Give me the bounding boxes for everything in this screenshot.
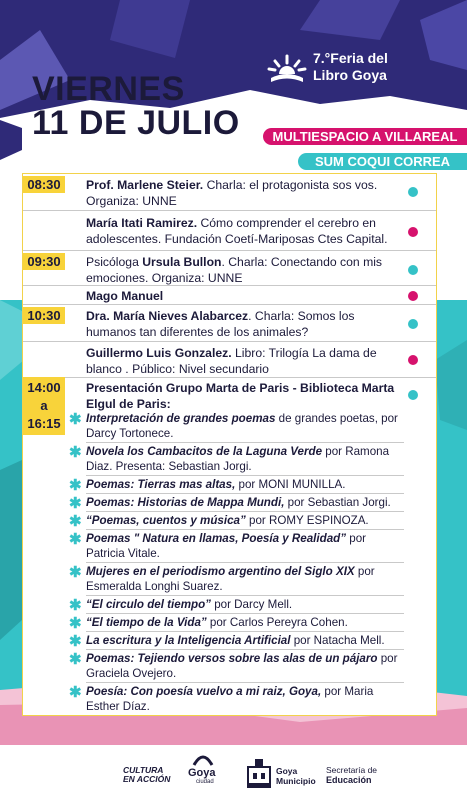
logo-line-1: 7.°Feria del	[313, 50, 388, 66]
secretaria-logo	[326, 765, 377, 785]
secretaria-line-2: Educación	[326, 775, 372, 785]
day-label: VIERNES	[32, 70, 185, 108]
pink-venue-dot	[408, 355, 418, 365]
event-description	[86, 254, 404, 286]
goya-ciudad-logo	[188, 765, 216, 785]
work-title: “Poemas, cuentos y música”	[86, 514, 246, 527]
list-item	[69, 633, 404, 650]
work-author: por Ramona Diaz. Presenta: Sebastian Jorgi.	[86, 445, 390, 473]
schedule-row	[23, 304, 436, 342]
pink-venue-dot	[408, 291, 418, 301]
asterisk-icon: ✱	[69, 495, 82, 512]
asterisk-icon: ✱	[69, 633, 82, 650]
time-range-slot	[23, 377, 65, 435]
asterisk-icon: ✱	[69, 411, 82, 428]
logo-line-2: Libro Goya	[313, 67, 387, 83]
venue-badge-coqui: SUM COQUI CORREA	[298, 153, 467, 170]
work-author: por Maria Esther Díaz.	[86, 685, 374, 713]
work-author: por Darcy Mell.	[210, 598, 293, 611]
goya-word: Goya	[188, 767, 216, 779]
work-author: por MONI MUNILLA.	[235, 478, 346, 491]
work-title: Poesía: Con poesía vuelvo a mi raiz, Goya,	[86, 685, 322, 698]
asterisk-icon: ✱	[69, 684, 82, 701]
work-title: “El tiempo de la Vida”	[86, 616, 207, 629]
list-item	[69, 684, 404, 715]
work-title: Poemas " Natura en llamas, Poesía y Realidad”	[86, 532, 347, 545]
teal-venue-dot	[408, 187, 418, 197]
time-start: 14:00	[27, 380, 61, 395]
speaker-name: Guillermo Luis Gonzalez.	[86, 346, 232, 360]
asterisk-icon: ✱	[69, 597, 82, 614]
event-text: . Charla: Conectando con mis emociones. Organiza: UNNE	[86, 255, 383, 285]
work-title: Poemas: Tejiendo versos sobre las alas de un pájaro	[86, 652, 378, 665]
schedule-row	[23, 285, 436, 305]
event-description	[86, 215, 404, 247]
municipio-logo	[276, 766, 316, 786]
block-title-text: Presentación Grupo Marta de Paris - Biblioteca Marta Elgul de Paris:	[86, 381, 395, 411]
work-author: por Esmeralda Longhi Suarez.	[86, 565, 375, 593]
speaker-name: Ursula Bullon	[142, 255, 222, 269]
asterisk-icon: ✱	[69, 651, 82, 668]
asterisk-icon: ✱	[69, 531, 82, 548]
secretaria-line-1: Secretaría de	[326, 765, 378, 775]
list-item	[69, 531, 404, 563]
venue-badge-villareal: MULTIESPACIO A VILLAREAL	[263, 128, 467, 145]
schedule-row	[23, 210, 436, 249]
asterisk-icon: ✱	[69, 477, 82, 494]
work-author: por Carlos Pereyra Cohen.	[206, 616, 348, 629]
event-text: . Charla: Somos los humanos tan diferentes de los animales?	[86, 309, 355, 339]
speaker-name: María Itati Ramirez.	[86, 216, 198, 230]
municipio-crest-icon	[246, 757, 272, 789]
work-author: por Natacha Mell.	[290, 634, 385, 647]
work-author: por ROMY ESPINOZA.	[245, 514, 369, 527]
list-item	[69, 651, 404, 683]
work-author: de grandes poetas, por Darcy Tortonece.	[86, 412, 398, 440]
time-end: 16:15	[27, 416, 61, 431]
sun-book-icon	[267, 54, 307, 84]
event-description	[86, 345, 404, 377]
schedule-row	[23, 341, 436, 378]
cultura-en-accion-logo	[123, 766, 170, 784]
event-description	[86, 308, 404, 340]
work-title: Poemas: Tierras mas altas,	[86, 478, 236, 491]
municipio-line-1: Goya	[276, 766, 298, 776]
event-text: Charla: el protagonista sos vos. Organiza: UNNE	[86, 178, 378, 208]
list-item	[69, 444, 404, 476]
schedule-row	[23, 174, 436, 208]
work-title: “El circulo del tiempo”	[86, 598, 211, 611]
work-author: por Patricia Vitale.	[86, 532, 367, 560]
date-label: 11 DE JULIO	[32, 104, 240, 142]
block-title	[86, 380, 404, 412]
list-item	[69, 615, 404, 632]
event-description	[86, 288, 404, 304]
time-slot: 09:30	[23, 253, 65, 270]
logo-text	[313, 50, 388, 84]
list-item	[69, 495, 404, 512]
cultura-line-1: CULTURA	[123, 765, 164, 775]
work-title: Mujeres en el periodismo argentino del Siglo XIX	[86, 565, 355, 578]
work-title: Novela los Cambacitos de la Laguna Verde	[86, 445, 323, 458]
cultura-line-2: EN ACCIÓN	[123, 774, 171, 784]
teal-venue-dot	[408, 390, 418, 400]
list-item	[69, 597, 404, 614]
work-author: por Sebastian Jorgi.	[284, 496, 391, 509]
list-item	[69, 477, 404, 494]
speaker-name: Mago Manuel	[86, 289, 164, 303]
event-text: Cómo comprender el cerebro en adolescentes. Fundación Coetí-Mariposas Ctes Capital.	[86, 216, 388, 246]
teal-venue-dot	[408, 265, 418, 275]
list-item	[69, 513, 404, 530]
time-slot: 10:30	[23, 307, 65, 324]
speaker-name: Dra. María Nieves Alabarcez	[86, 309, 249, 323]
goya-swirl-icon	[192, 753, 214, 767]
teal-venue-dot	[408, 319, 418, 329]
speaker-title: Psicóloga	[86, 255, 143, 269]
event-text: Libro: Trilogía La dama de blanco . Público: Nivel secundario	[86, 346, 377, 376]
work-author: por Graciela Ovejero.	[86, 652, 398, 680]
asterisk-icon: ✱	[69, 564, 82, 581]
work-title: La escritura y la Inteligencia Artificial	[86, 634, 291, 647]
goya-sub: ciudad	[196, 779, 214, 785]
asterisk-icon: ✱	[69, 615, 82, 632]
event-description	[86, 177, 404, 209]
list-item	[69, 564, 404, 596]
asterisk-icon: ✱	[69, 444, 82, 461]
schedule-panel	[22, 173, 437, 716]
time-slot: 08:30	[23, 176, 65, 193]
asterisk-icon: ✱	[69, 513, 82, 530]
time-separator: a	[40, 398, 48, 413]
work-title: Poemas: Historias de Mappa Mundi,	[86, 496, 285, 509]
work-title: Interpretación de grandes poemas	[86, 412, 276, 425]
feria-logo	[265, 48, 455, 94]
pink-venue-dot	[408, 227, 418, 237]
schedule-row	[23, 250, 436, 286]
municipio-line-2: Municipio	[276, 776, 316, 786]
speaker-name: Prof. Marlene Steier.	[86, 178, 204, 192]
list-item	[69, 411, 404, 443]
event-date-heading	[32, 72, 262, 140]
